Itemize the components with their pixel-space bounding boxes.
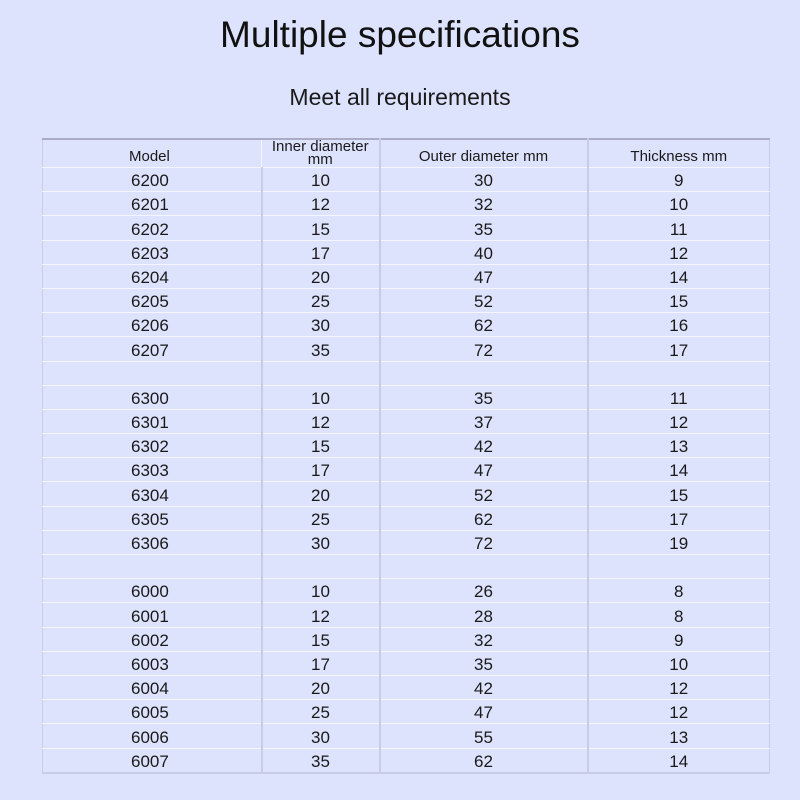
table-row bbox=[43, 434, 770, 458]
cell-outer-diameter: 35 bbox=[380, 216, 588, 240]
page-subtitle: Meet all requirements bbox=[289, 84, 511, 110]
cell-outer-diameter: 72 bbox=[380, 530, 588, 554]
cell-inner-diameter: 15 bbox=[262, 434, 380, 458]
cell-inner-diameter: 30 bbox=[262, 313, 380, 337]
cell-inner-diameter: 20 bbox=[262, 482, 380, 506]
table-row bbox=[43, 603, 770, 627]
table-row bbox=[43, 724, 770, 748]
cell-inner-diameter: 10 bbox=[262, 385, 380, 409]
cell-outer-diameter bbox=[380, 555, 588, 579]
table-row bbox=[43, 530, 770, 554]
table-row bbox=[43, 555, 770, 579]
cell-model: 6007 bbox=[43, 748, 262, 773]
table-row bbox=[43, 482, 770, 506]
cell-thickness: 11 bbox=[588, 385, 770, 409]
cell-inner-diameter: 35 bbox=[262, 748, 380, 773]
cell-outer-diameter: 32 bbox=[380, 627, 588, 651]
cell-inner-diameter: 20 bbox=[262, 264, 380, 288]
cell-thickness: 14 bbox=[588, 264, 770, 288]
cell-inner-diameter: 10 bbox=[262, 168, 380, 192]
cell-model: 6002 bbox=[43, 627, 262, 651]
cell-model: 6300 bbox=[43, 385, 262, 409]
cell-inner-diameter: 17 bbox=[262, 458, 380, 482]
cell-thickness: 10 bbox=[588, 651, 770, 675]
header-model: Model bbox=[43, 139, 262, 168]
cell-model: 6301 bbox=[43, 409, 262, 433]
table-row bbox=[43, 240, 770, 264]
table-row bbox=[43, 385, 770, 409]
cell-thickness: 13 bbox=[588, 434, 770, 458]
cell-model: 6001 bbox=[43, 603, 262, 627]
cell-inner-diameter: 30 bbox=[262, 530, 380, 554]
cell-outer-diameter: 52 bbox=[380, 288, 588, 312]
cell-inner-diameter bbox=[262, 555, 380, 579]
cell-outer-diameter: 28 bbox=[380, 603, 588, 627]
cell-inner-diameter: 30 bbox=[262, 724, 380, 748]
cell-outer-diameter bbox=[380, 361, 588, 385]
table-row bbox=[43, 288, 770, 312]
cell-model: 6005 bbox=[43, 700, 262, 724]
header-row bbox=[43, 139, 770, 168]
cell-thickness: 19 bbox=[588, 530, 770, 554]
cell-model: 6004 bbox=[43, 675, 262, 699]
cell-outer-diameter: 30 bbox=[380, 168, 588, 192]
cell-outer-diameter: 62 bbox=[380, 506, 588, 530]
cell-outer-diameter: 35 bbox=[380, 385, 588, 409]
table-row bbox=[43, 337, 770, 361]
table-body bbox=[43, 168, 770, 773]
table-row bbox=[43, 675, 770, 699]
cell-outer-diameter: 26 bbox=[380, 579, 588, 603]
cell-inner-diameter: 25 bbox=[262, 700, 380, 724]
cell-inner-diameter: 12 bbox=[262, 192, 380, 216]
cell-inner-diameter: 15 bbox=[262, 216, 380, 240]
cell-inner-diameter: 17 bbox=[262, 240, 380, 264]
cell-thickness: 16 bbox=[588, 313, 770, 337]
header-inner-diameter: Inner diameter mm bbox=[262, 139, 380, 168]
cell-model: 6305 bbox=[43, 506, 262, 530]
cell-model: 6000 bbox=[43, 579, 262, 603]
cell-outer-diameter: 72 bbox=[380, 337, 588, 361]
page-title: Multiple specifications bbox=[220, 14, 580, 55]
table-row bbox=[43, 264, 770, 288]
table-row bbox=[43, 700, 770, 724]
cell-thickness: 15 bbox=[588, 288, 770, 312]
header-outer-diameter: Outer diameter mm bbox=[380, 139, 588, 168]
cell-outer-diameter: 35 bbox=[380, 651, 588, 675]
cell-model: 6207 bbox=[43, 337, 262, 361]
cell-thickness: 14 bbox=[588, 458, 770, 482]
cell-inner-diameter: 15 bbox=[262, 627, 380, 651]
cell-outer-diameter: 47 bbox=[380, 264, 588, 288]
cell-model: 6202 bbox=[43, 216, 262, 240]
cell-outer-diameter: 40 bbox=[380, 240, 588, 264]
cell-inner-diameter bbox=[262, 361, 380, 385]
cell-thickness: 14 bbox=[588, 748, 770, 773]
table-row bbox=[43, 458, 770, 482]
cell-model: 6200 bbox=[43, 168, 262, 192]
cell-thickness: 15 bbox=[588, 482, 770, 506]
cell-thickness: 17 bbox=[588, 337, 770, 361]
cell-model: 6303 bbox=[43, 458, 262, 482]
cell-model: 6003 bbox=[43, 651, 262, 675]
cell-thickness: 8 bbox=[588, 579, 770, 603]
table-row bbox=[43, 409, 770, 433]
cell-outer-diameter: 42 bbox=[380, 675, 588, 699]
table-row bbox=[43, 313, 770, 337]
cell-thickness: 8 bbox=[588, 603, 770, 627]
cell-thickness bbox=[588, 555, 770, 579]
cell-thickness: 12 bbox=[588, 700, 770, 724]
cell-thickness: 13 bbox=[588, 724, 770, 748]
cell-inner-diameter: 12 bbox=[262, 603, 380, 627]
cell-model: 6306 bbox=[43, 530, 262, 554]
cell-thickness: 10 bbox=[588, 192, 770, 216]
table-row bbox=[43, 506, 770, 530]
cell-inner-diameter: 35 bbox=[262, 337, 380, 361]
cell-model: 6203 bbox=[43, 240, 262, 264]
cell-model: 6206 bbox=[43, 313, 262, 337]
cell-inner-diameter: 17 bbox=[262, 651, 380, 675]
cell-model bbox=[43, 361, 262, 385]
cell-model: 6006 bbox=[43, 724, 262, 748]
cell-outer-diameter: 55 bbox=[380, 724, 588, 748]
table-row bbox=[43, 627, 770, 651]
cell-model: 6304 bbox=[43, 482, 262, 506]
header-thickness: Thickness mm bbox=[588, 139, 770, 168]
cell-thickness: 12 bbox=[588, 240, 770, 264]
cell-thickness: 9 bbox=[588, 627, 770, 651]
cell-inner-diameter: 25 bbox=[262, 506, 380, 530]
cell-model bbox=[43, 555, 262, 579]
cell-outer-diameter: 37 bbox=[380, 409, 588, 433]
cell-inner-diameter: 10 bbox=[262, 579, 380, 603]
cell-thickness: 17 bbox=[588, 506, 770, 530]
cell-outer-diameter: 62 bbox=[380, 313, 588, 337]
cell-outer-diameter: 42 bbox=[380, 434, 588, 458]
cell-model: 6205 bbox=[43, 288, 262, 312]
specification-table bbox=[42, 138, 770, 774]
cell-outer-diameter: 32 bbox=[380, 192, 588, 216]
table-row bbox=[43, 361, 770, 385]
cell-thickness: 12 bbox=[588, 409, 770, 433]
cell-outer-diameter: 62 bbox=[380, 748, 588, 773]
cell-thickness bbox=[588, 361, 770, 385]
cell-inner-diameter: 12 bbox=[262, 409, 380, 433]
cell-thickness: 11 bbox=[588, 216, 770, 240]
table-header bbox=[43, 139, 770, 168]
cell-outer-diameter: 52 bbox=[380, 482, 588, 506]
cell-outer-diameter: 47 bbox=[380, 458, 588, 482]
cell-inner-diameter: 20 bbox=[262, 675, 380, 699]
cell-outer-diameter: 47 bbox=[380, 700, 588, 724]
table-row bbox=[43, 748, 770, 773]
cell-model: 6204 bbox=[43, 264, 262, 288]
table-row bbox=[43, 168, 770, 192]
table-row bbox=[43, 192, 770, 216]
cell-inner-diameter: 25 bbox=[262, 288, 380, 312]
cell-model: 6201 bbox=[43, 192, 262, 216]
table-row bbox=[43, 651, 770, 675]
table-row bbox=[43, 579, 770, 603]
cell-model: 6302 bbox=[43, 434, 262, 458]
cell-thickness: 9 bbox=[588, 168, 770, 192]
cell-thickness: 12 bbox=[588, 675, 770, 699]
table-row bbox=[43, 216, 770, 240]
